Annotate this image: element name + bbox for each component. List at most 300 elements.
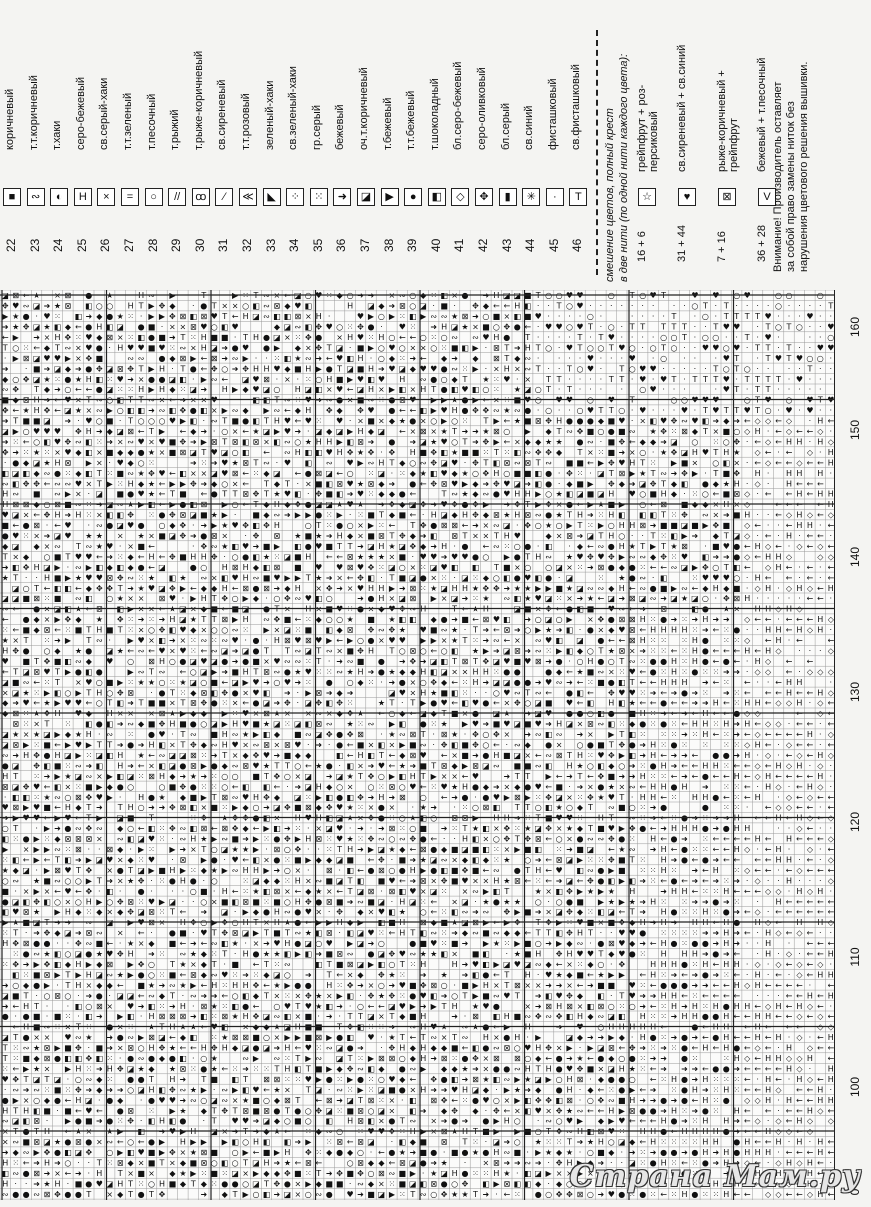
svg-text:×: × [368, 803, 375, 812]
svg-text:←: ← [660, 876, 667, 885]
svg-text:✥: ✥ [409, 542, 416, 551]
svg-text:T: T [179, 741, 185, 750]
svg-text:⁙: ⁙ [671, 720, 678, 729]
svg-text:➜: ➜ [545, 657, 552, 666]
svg-text:⁙: ⁙ [702, 741, 709, 750]
svg-text:∾: ∾ [618, 605, 625, 614]
svg-text:○: ○ [775, 323, 782, 332]
svg-text:★: ★ [723, 605, 730, 614]
svg-text:▶: ▶ [128, 960, 135, 969]
svg-text:T: T [681, 333, 687, 342]
svg-text:×: × [420, 343, 427, 352]
svg-text:·: · [819, 385, 822, 394]
legend-number: 46 [570, 239, 584, 252]
svg-text:◧: ◧ [190, 312, 198, 321]
svg-text:·: · [192, 897, 195, 906]
svg-text:■: ■ [555, 584, 563, 593]
svg-text:◧: ◧ [618, 699, 626, 708]
svg-text:T: T [566, 751, 572, 760]
svg-text:H: H [54, 751, 60, 760]
svg-text:★: ★ [587, 887, 594, 896]
svg-text:○: ○ [347, 521, 354, 530]
svg-text:T: T [608, 343, 614, 352]
svg-text:∾: ∾ [430, 312, 437, 321]
svg-text:·: · [328, 908, 331, 917]
svg-text:⊠: ⊠ [347, 563, 354, 572]
svg-text:♥: ♥ [221, 970, 228, 979]
svg-text:·: · [537, 406, 540, 415]
svg-text:✥: ✥ [65, 438, 72, 447]
svg-text:○: ○ [503, 427, 510, 436]
svg-text:✥: ✥ [284, 835, 291, 844]
svg-text:∾: ∾ [33, 950, 40, 959]
svg-text:▶: ▶ [75, 688, 82, 697]
svg-text:●: ● [378, 803, 385, 812]
svg-text:⁙: ⁙ [159, 876, 166, 885]
svg-text:←: ← [827, 521, 834, 530]
svg-text:✥: ✥ [274, 615, 281, 624]
svg-text:H: H [786, 532, 792, 541]
svg-text:★: ★ [148, 573, 155, 582]
svg-text:★: ★ [117, 312, 124, 321]
svg-text:·: · [798, 667, 801, 676]
svg-text:▶: ▶ [65, 667, 72, 676]
svg-text:♥: ♥ [179, 647, 186, 656]
svg-text:◧: ◧ [54, 950, 62, 959]
svg-text:◪: ◪ [12, 584, 20, 593]
svg-text:∾: ∾ [514, 741, 521, 750]
svg-text:♥: ♥ [639, 406, 646, 415]
svg-text:➜: ➜ [483, 626, 490, 635]
svg-text:✥: ✥ [535, 448, 542, 457]
svg-text:·: · [777, 406, 780, 415]
svg-text:∾: ∾ [169, 981, 176, 990]
svg-text:←: ← [409, 511, 416, 520]
svg-text:T: T [336, 364, 342, 373]
svg-text:T: T [409, 699, 415, 708]
svg-text:★: ★ [75, 573, 82, 582]
svg-text:⁙: ⁙ [503, 448, 510, 457]
svg-text:○: ○ [211, 626, 218, 635]
svg-text:●: ● [545, 667, 552, 676]
svg-text:·: · [777, 950, 780, 959]
svg-text:✥: ✥ [169, 824, 176, 833]
svg-text:●: ● [660, 615, 667, 624]
svg-text:×: × [75, 354, 82, 363]
svg-text:➜: ➜ [368, 291, 375, 300]
svg-text:○: ○ [430, 417, 437, 426]
svg-text:●: ● [294, 939, 301, 948]
svg-text:H: H [692, 636, 698, 645]
svg-text:H: H [243, 866, 249, 875]
svg-text:●: ● [733, 709, 740, 718]
svg-text:●: ● [315, 511, 322, 520]
svg-text:●: ● [75, 667, 82, 676]
svg-text:T: T [597, 647, 603, 656]
svg-text:♥: ♥ [273, 573, 280, 582]
svg-text:♥: ♥ [315, 542, 322, 551]
svg-text:H: H [661, 856, 667, 865]
svg-text:H: H [828, 448, 834, 457]
svg-text:◪: ◪ [210, 469, 218, 478]
svg-text:➜: ➜ [671, 688, 678, 697]
svg-text:∾: ∾ [409, 605, 416, 614]
svg-text:T: T [336, 542, 342, 551]
svg-text:←: ← [754, 552, 761, 561]
svg-text:◧: ◧ [597, 709, 605, 718]
svg-text:◆: ◆ [713, 532, 720, 541]
svg-text:⁙: ⁙ [399, 312, 406, 321]
svg-text:▶: ▶ [65, 636, 72, 645]
svg-text:⊠: ⊠ [357, 730, 364, 739]
svg-text:➜: ➜ [462, 939, 469, 948]
svg-text:▶: ▶ [65, 741, 72, 750]
svg-text:H: H [755, 469, 761, 478]
svg-text:◪: ◪ [221, 647, 229, 656]
svg-text:T: T [12, 772, 18, 781]
svg-text:✥: ✥ [472, 458, 479, 467]
svg-text:·: · [756, 939, 759, 948]
svg-text:▶: ▶ [263, 626, 270, 635]
svg-text:▶: ▶ [34, 835, 41, 844]
svg-text:←: ← [12, 521, 19, 530]
svg-text:▶: ▶ [148, 866, 155, 875]
svg-text:×: × [493, 824, 500, 833]
svg-text:·: · [673, 406, 676, 415]
svg-text:H: H [243, 981, 249, 990]
svg-text:⊠: ⊠ [106, 960, 113, 969]
svg-text:■: ■ [660, 521, 668, 530]
svg-text:H: H [744, 824, 750, 833]
svg-text:◪: ◪ [336, 814, 344, 823]
svg-text:●: ● [524, 542, 531, 551]
svg-text:★: ★ [33, 876, 40, 885]
svg-text:★: ★ [138, 469, 145, 478]
svg-text:·: · [819, 876, 822, 885]
svg-text:H: H [410, 772, 416, 781]
svg-text:➜: ➜ [326, 688, 333, 697]
svg-text:♥: ♥ [347, 479, 354, 488]
svg-text:←: ← [733, 887, 740, 896]
svg-text:·: · [746, 939, 749, 948]
svg-text:←: ← [786, 908, 793, 917]
svg-text:T: T [221, 490, 227, 499]
svg-text:○: ○ [556, 615, 563, 624]
svg-text:←: ← [503, 636, 510, 645]
svg-text:·: · [25, 364, 28, 373]
svg-text:◧: ◧ [566, 647, 574, 656]
svg-text:·: · [809, 761, 812, 770]
svg-text:·: · [182, 594, 185, 603]
svg-text:●: ● [23, 647, 30, 656]
svg-text:◆: ◆ [243, 824, 250, 833]
svg-text:●: ● [514, 667, 521, 676]
svg-text:·: · [798, 343, 801, 352]
svg-text:H: H [483, 605, 489, 614]
svg-text:⁙: ⁙ [85, 751, 92, 760]
svg-text:⊠: ⊠ [409, 730, 416, 739]
svg-text:♥: ♥ [148, 897, 155, 906]
svg-text:∾: ∾ [629, 814, 636, 823]
svg-text:×: × [85, 981, 92, 990]
svg-text:▶: ▶ [483, 939, 490, 948]
svg-text:⁙: ⁙ [660, 532, 667, 541]
svg-text:◆: ◆ [169, 521, 176, 530]
svg-text:×: × [503, 845, 510, 854]
svg-text:←: ← [159, 605, 166, 614]
svg-text:★: ★ [357, 479, 364, 488]
svg-text:⊠: ⊠ [33, 521, 40, 530]
svg-text:H: H [190, 552, 196, 561]
svg-text:∾: ∾ [420, 375, 427, 384]
svg-text:⁙: ⁙ [733, 782, 740, 791]
svg-text:←: ← [754, 438, 761, 447]
svg-text:·: · [788, 970, 791, 979]
svg-text:←: ← [54, 887, 61, 896]
svg-text:◆: ◆ [587, 960, 594, 969]
svg-text:♥: ♥ [33, 427, 40, 436]
svg-text:·: · [725, 291, 728, 300]
svg-text:◧: ◧ [12, 563, 20, 572]
svg-text:➜: ➜ [294, 678, 301, 687]
svg-text:■: ■ [597, 678, 605, 687]
svg-text:●: ● [597, 782, 604, 791]
svg-text:◇: ◇ [744, 866, 751, 875]
svg-text:♥: ♥ [535, 720, 542, 729]
svg-text:♥: ♥ [138, 343, 145, 352]
svg-text:♥: ♥ [158, 469, 165, 478]
svg-text:▶: ▶ [222, 511, 229, 520]
svg-text:·: · [652, 312, 655, 321]
svg-text:▶: ▶ [389, 772, 396, 781]
svg-text:←: ← [556, 772, 563, 781]
svg-text:⊠: ⊠ [221, 824, 228, 833]
svg-text:×: × [117, 333, 124, 342]
svg-text:⁙: ⁙ [12, 835, 19, 844]
mix-combo: 36 + 28 [756, 225, 768, 262]
svg-text:■: ■ [461, 615, 469, 624]
svg-text:○: ○ [712, 563, 719, 572]
svg-text:×: × [535, 605, 542, 614]
svg-text:✥: ✥ [12, 647, 19, 656]
svg-text:○: ○ [524, 699, 531, 708]
svg-text:∾: ∾ [535, 636, 542, 645]
svg-text:✥: ✥ [23, 375, 30, 384]
svg-text:★: ★ [482, 897, 489, 906]
svg-text:◪: ◪ [169, 532, 177, 541]
svg-text:·: · [380, 730, 383, 739]
svg-text:⁙: ⁙ [159, 824, 166, 833]
svg-text:▶: ▶ [608, 866, 615, 875]
legend-symbol-icon: ◇ [451, 188, 469, 206]
svg-text:←: ← [827, 636, 834, 645]
svg-text:✥: ✥ [2, 406, 9, 415]
svg-text:◆: ◆ [326, 782, 333, 791]
svg-text:⊠: ⊠ [180, 312, 187, 321]
svg-text:·: · [621, 333, 624, 342]
svg-text:◪: ◪ [54, 605, 62, 614]
svg-text:·: · [432, 730, 435, 739]
svg-text:●: ● [138, 448, 145, 457]
svg-text:♥: ♥ [451, 458, 458, 467]
svg-text:T: T [75, 542, 81, 551]
svg-text:×: × [211, 573, 218, 582]
svg-text:H: H [75, 981, 81, 990]
legend-symbol-icon: ✳ [522, 188, 540, 206]
svg-text:∾: ∾ [315, 876, 322, 885]
legend-color-name: т.хаки [51, 121, 63, 150]
svg-text:H: H [128, 950, 134, 959]
svg-text:⊠: ⊠ [315, 469, 322, 478]
svg-text:○: ○ [545, 563, 552, 572]
svg-text:★: ★ [315, 532, 322, 541]
svg-text:◪: ◪ [12, 594, 20, 603]
svg-text:∾: ∾ [399, 835, 406, 844]
svg-text:∾: ∾ [535, 761, 542, 770]
svg-text:■: ■ [461, 751, 469, 760]
svg-text:∾: ∾ [556, 678, 563, 687]
svg-text:⊠: ⊠ [347, 626, 354, 635]
svg-text:←: ← [524, 323, 531, 332]
svg-text:T: T [54, 343, 60, 352]
svg-text:○: ○ [420, 678, 427, 687]
svg-text:◆: ◆ [75, 615, 82, 624]
svg-text:●: ● [23, 615, 30, 624]
svg-text:✥: ✥ [232, 824, 239, 833]
svg-text:·: · [788, 542, 791, 551]
svg-text:←: ← [712, 490, 719, 499]
svg-text:▶: ▶ [431, 636, 438, 645]
svg-text:∾: ∾ [441, 312, 448, 321]
svg-text:■: ■ [33, 417, 41, 426]
svg-text:➜: ➜ [671, 761, 678, 770]
svg-text:◪: ◪ [116, 814, 124, 823]
svg-text:H: H [681, 626, 687, 635]
svg-text:◧: ◧ [702, 552, 710, 561]
svg-text:·: · [244, 396, 247, 405]
svg-text:◧: ◧ [325, 699, 333, 708]
svg-text:·: · [735, 375, 738, 384]
svg-text:∾: ∾ [96, 521, 103, 530]
svg-text:●: ● [514, 552, 521, 561]
svg-text:✥: ✥ [723, 594, 730, 603]
svg-text:⊠: ⊠ [242, 490, 249, 499]
svg-text:◇: ◇ [755, 709, 762, 718]
svg-text:♥: ♥ [545, 636, 552, 645]
svg-text:H: H [734, 824, 740, 833]
svg-text:○: ○ [388, 333, 395, 342]
svg-text:H: H [54, 333, 60, 342]
svg-text:◧: ◧ [127, 835, 135, 844]
svg-text:←: ← [692, 584, 699, 593]
svg-text:T: T [650, 469, 656, 478]
svg-text:H: H [222, 730, 228, 739]
svg-text:H: H [723, 939, 729, 948]
svg-text:←: ← [671, 772, 678, 781]
svg-text:H: H [493, 291, 499, 300]
svg-text:◧: ◧ [85, 667, 93, 676]
svg-text:∾: ∾ [681, 584, 688, 593]
svg-text:∾: ∾ [326, 720, 333, 729]
svg-text:◇: ◇ [817, 542, 824, 551]
svg-text:▶: ▶ [169, 845, 176, 854]
svg-text:←: ← [577, 876, 584, 885]
svg-text:H: H [420, 688, 426, 697]
svg-text:⊠: ⊠ [660, 500, 667, 509]
svg-text:H: H [681, 824, 687, 833]
svg-text:●: ● [482, 970, 489, 979]
svg-text:◇: ◇ [828, 918, 834, 927]
svg-text:○: ○ [64, 876, 71, 885]
svg-text:·: · [537, 302, 540, 311]
svg-text:←: ← [503, 417, 510, 426]
svg-text:◪: ◪ [691, 594, 699, 603]
svg-text:●: ● [597, 866, 604, 875]
svg-text:⊠: ⊠ [503, 458, 510, 467]
svg-text:◆: ◆ [23, 552, 30, 561]
svg-text:×: × [169, 647, 176, 656]
svg-text:·: · [756, 354, 759, 363]
svg-text:○: ○ [347, 291, 354, 300]
svg-text:◆: ◆ [608, 950, 615, 959]
svg-text:∾: ∾ [180, 824, 187, 833]
svg-text:T: T [54, 667, 60, 676]
svg-text:◧: ◧ [116, 605, 124, 614]
svg-text:·: · [746, 438, 749, 447]
svg-text:◧: ◧ [555, 636, 563, 645]
svg-text:T: T [117, 626, 123, 635]
svg-text:■: ■ [43, 741, 51, 750]
svg-text:H: H [817, 469, 823, 478]
svg-text:H: H [441, 542, 447, 551]
svg-text:∾: ∾ [211, 741, 218, 750]
svg-text:✥: ✥ [420, 521, 427, 530]
svg-text:◪: ◪ [409, 500, 417, 509]
svg-text:✥: ✥ [274, 772, 281, 781]
svg-text:★: ★ [12, 730, 19, 739]
svg-text:▶: ▶ [483, 887, 490, 896]
svg-text:◇: ◇ [755, 479, 762, 488]
svg-text:●: ● [190, 876, 197, 885]
svg-text:·: · [380, 678, 383, 687]
svg-text:·: · [735, 396, 738, 405]
svg-text:∾: ∾ [117, 500, 124, 509]
svg-text:✥: ✥ [660, 552, 667, 561]
svg-text:←: ← [754, 866, 761, 875]
svg-text:⊠: ⊠ [472, 918, 479, 927]
svg-text:●: ● [702, 479, 709, 488]
svg-text:▶: ▶ [525, 427, 532, 436]
svg-text:⊠: ⊠ [221, 793, 228, 802]
svg-text:⊠: ⊠ [211, 438, 218, 447]
svg-text:➜: ➜ [242, 835, 249, 844]
svg-text:▶: ▶ [514, 908, 521, 917]
svg-text:▶: ▶ [159, 427, 166, 436]
svg-text:▶: ▶ [368, 960, 375, 969]
svg-text:·: · [767, 678, 770, 687]
svg-text:▶: ▶ [316, 793, 323, 802]
svg-text:◆: ◆ [399, 458, 406, 467]
svg-text:○: ○ [127, 824, 134, 833]
svg-text:➜: ➜ [671, 970, 678, 979]
svg-text:∾: ∾ [127, 438, 134, 447]
svg-text:◇: ◇ [765, 887, 772, 896]
svg-text:✥: ✥ [305, 333, 312, 342]
svg-text:✥: ✥ [96, 364, 103, 373]
svg-text:➜: ➜ [671, 856, 678, 865]
svg-text:▶: ▶ [54, 772, 61, 781]
svg-text:♥: ♥ [556, 814, 563, 823]
